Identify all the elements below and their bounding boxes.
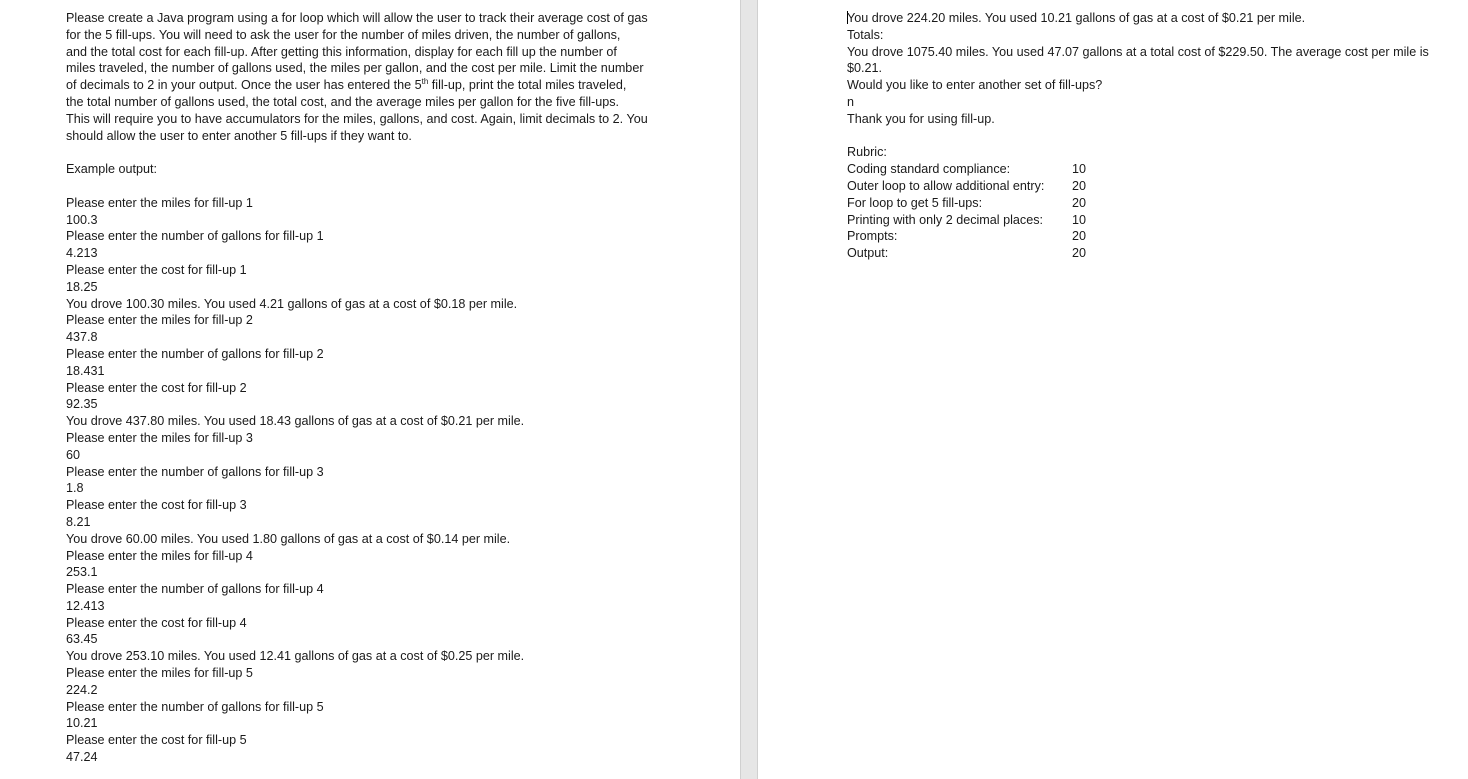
intro-line: should allow the user to enter another 5 fill-ups if they want to.: [66, 128, 412, 143]
output-line: 60: [66, 447, 81, 462]
rubric-points: 20: [1072, 178, 1087, 193]
rubric-points: 20: [1072, 246, 1087, 261]
blank-line: [847, 128, 1457, 145]
intro-line: This will require you to have accumulators for the miles, gallons, and cost. Again, limit decimals to 2. You: [66, 111, 648, 126]
output-line: Please enter the cost for fill-up 2: [66, 380, 247, 395]
rubric-points: 10: [1072, 212, 1087, 227]
totals-line: $0.21.: [847, 61, 883, 76]
output-line: Please enter the number of gallons for fill-up 4: [66, 582, 324, 597]
output-line: 100.3: [66, 212, 98, 227]
output-line: Please enter the miles for fill-up 5: [66, 666, 253, 681]
rubric-row: [847, 161, 1457, 178]
rubric-criterion: Prompts:: [847, 229, 898, 244]
output-line: You drove 100.30 miles. You used 4.21 gallons of gas at a cost of $0.18 per mile.: [66, 296, 518, 311]
rubric-row: [847, 245, 1457, 262]
output-line: You drove 437.80 miles. You used 18.43 gallons of gas at a cost of $0.21 per mile.: [66, 414, 525, 429]
output-line: Please enter the cost for fill-up 3: [66, 498, 247, 513]
output-line: Please enter the miles for fill-up 2: [66, 313, 253, 328]
right-page-content: [847, 10, 1457, 262]
rubric-criterion: Coding standard compliance:: [847, 162, 1011, 177]
output-line: 437.8: [66, 330, 98, 345]
intro-line: and the total cost for each fill-up. After getting this information, display for each fill up the number of: [66, 44, 617, 59]
rubric-criterion: Output:: [847, 246, 889, 261]
output-line: 1.8: [66, 481, 84, 496]
intro-line: [66, 77, 666, 94]
rubric-table: [847, 161, 1457, 262]
rubric-points: 20: [1072, 229, 1087, 244]
output-line: 224.2: [66, 682, 98, 697]
output-line: You drove 60.00 miles. You used 1.80 gallons of gas at a cost of $0.14 per mile.: [66, 531, 511, 546]
user-answer: n: [847, 94, 855, 109]
intro-line-text: fill-up, print the total miles traveled,: [428, 78, 627, 93]
rubric-row: [847, 212, 1457, 229]
rubric-criterion: Printing with only 2 decimal places:: [847, 212, 1043, 227]
rubric-points: 10: [1072, 162, 1087, 177]
output-line: 4.213: [66, 246, 98, 261]
output-line: Please enter the miles for fill-up 4: [66, 548, 253, 563]
output-line: Please enter the miles for fill-up 3: [66, 430, 253, 445]
rubric-heading: Rubric:: [847, 145, 887, 160]
rubric-points: 20: [1072, 195, 1087, 210]
output-line: 8.21: [66, 514, 91, 529]
left-page-content: [66, 10, 666, 766]
intro-line: the total number of gallons used, the total cost, and the average miles per gallon for the five fill-ups.: [66, 94, 620, 109]
output-line: Please enter the number of gallons for fill-up 5: [66, 699, 324, 714]
blank-line: [66, 144, 666, 161]
output-line: 12.413: [66, 598, 105, 613]
output-line-text: ou drove 224.20 miles. You used 10.21 gallons of gas at a cost of $0.21 per mile.: [854, 11, 1306, 25]
rubric-row: [847, 178, 1457, 195]
page-gutter: [740, 0, 758, 779]
intro-line: for the 5 fill-ups. You will need to ask the user for the number of miles driven, the number of gallons,: [66, 27, 621, 42]
output-line: 10.21: [66, 716, 98, 731]
output-line: 92.35: [66, 397, 98, 412]
example-output: [66, 195, 666, 766]
output-line: [847, 10, 1457, 27]
output-line: Please enter the cost for fill-up 4: [66, 615, 247, 630]
output-line: Please enter the number of gallons for fill-up 1: [66, 229, 324, 244]
ordinal-superscript: th: [421, 77, 429, 87]
intro-line: miles traveled, the number of gallons used, the miles per gallon, and the cost per mile. Limit the number: [66, 61, 644, 76]
totals-line: You drove 1075.40 miles. You used 47.07 gallons at a total cost of $229.50. The average cost per mile is: [847, 44, 1429, 59]
example-heading: Example output:: [66, 162, 158, 177]
intro-line: Please create a Java program using a for loop which will allow the user to track their average cost of gas: [66, 11, 648, 25]
rubric-row: [847, 228, 1457, 245]
blank-line: [66, 178, 666, 195]
rubric-row: [847, 195, 1457, 212]
output-line: 18.431: [66, 363, 105, 378]
intro-line-text: of decimals to 2 in your output. Once the user has entered the 5: [66, 78, 422, 93]
right-page: [758, 0, 1468, 779]
thanks-line: Thank you for using fill-up.: [847, 111, 995, 126]
output-line: Please enter the cost for fill-up 1: [66, 262, 247, 277]
output-line: Please enter the number of gallons for fill-up 3: [66, 464, 324, 479]
output-line: Please enter the number of gallons for fill-up 2: [66, 346, 324, 361]
output-line: 18.25: [66, 279, 98, 294]
output-line: Please enter the cost for fill-up 5: [66, 733, 247, 748]
again-prompt: Would you like to enter another set of fill-ups?: [847, 78, 1103, 93]
rubric-criterion: For loop to get 5 fill-ups:: [847, 195, 983, 210]
output-line: 253.1: [66, 565, 98, 580]
output-line: 47.24: [66, 750, 98, 765]
output-line: 63.45: [66, 632, 98, 647]
rubric-criterion: Outer loop to allow additional entry:: [847, 178, 1045, 193]
output-line: You drove 253.10 miles. You used 12.41 gallons of gas at a cost of $0.25 per mile.: [66, 649, 525, 664]
totals-label: Totals:: [847, 27, 884, 42]
output-line: Please enter the miles for fill-up 1: [66, 195, 253, 210]
output-line-initial: Y: [847, 11, 855, 25]
